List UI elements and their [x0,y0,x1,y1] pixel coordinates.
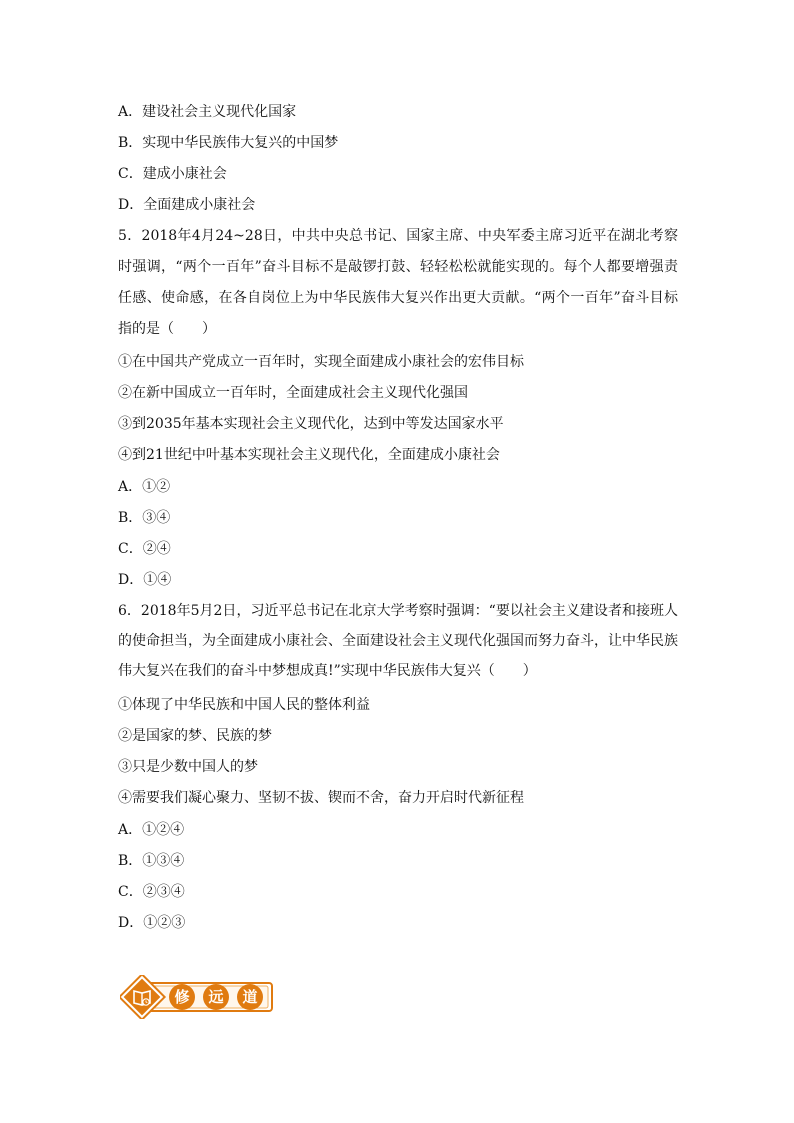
question-5-option-a: A．①② [118,479,171,495]
question-5-statement-3: ③到2035年基本实现社会主义现代化，达到中等发达国家水平 [118,416,504,432]
section-banner [120,975,276,1019]
question-6-option-d: D．①②③ [118,915,186,931]
svg-text:道: 道 [242,988,258,1006]
question-6-statement-3: ③只是少数中国人的梦 [118,759,258,775]
question-6-option-b: B．①③④ [118,853,185,869]
question-5-statement-2: ②在新中国成立一百年时，全面建成社会主义现代化强国 [118,385,468,401]
question-5-option-c: C．②④ [118,541,171,557]
question-6-statement-1: ①体现了中华民族和中国人民的整体利益 [118,697,370,713]
question-5-stem: 5．2018年4月24~28日，中共中央总书记、国家主席、中央军委主席习近平在湖北考察时强调，“两个一百年”奋斗目标不是敲锣打鼓、轻轻松松就能实现的。每个人都要增强责任感、使命感，在各自岗位上为中华民族伟大复兴作出更大贡献。“两个一百年”奋斗目标指的是（ ） [118,228,678,337]
question-6-statement-4: ④需要我们凝心聚力、坚韧不拔、锲而不舍，奋力开启时代新征程 [118,790,524,806]
prev-option-b: B．实现中华民族伟大复兴的中国梦 [118,135,339,151]
banner-char-2 [203,984,229,1010]
banner-char-1 [169,984,195,1010]
svg-text:远: 远 [208,988,224,1006]
question-5-option-d: D．①④ [118,572,172,588]
svg-text:修: 修 [174,988,190,1006]
question-6-option-a: A．①②④ [118,822,185,838]
question-6-statement-2: ②是国家的梦、民族的梦 [118,728,272,744]
question-6-option-c: C．②③④ [118,884,185,900]
question-5-option-b: B．③④ [118,510,171,526]
question-5-statement-1: ①在中国共产党成立一百年时，实现全面建成小康社会的宏伟目标 [118,354,524,370]
question-6-stem: 6．2018年5月2日，习近平总书记在北京大学考察时强调：“要以社会主义建设者和接班人的使命担当，为全面建成小康社会、全面建设社会主义现代化强国而努力奋斗，让中华民族伟大复兴在我们的奋斗中梦想成真!”实现中华民族伟大复兴（ ） [118,603,678,679]
banner-char-3 [237,984,263,1010]
prev-option-a: A．建设社会主义现代化国家 [118,104,297,120]
book-clock-icon [120,975,165,1019]
prev-option-d: D．全面建成小康社会 [118,197,256,213]
question-5-statement-4: ④到21世纪中叶基本实现社会主义现代化，全面建成小康社会 [118,447,500,463]
prev-option-c: C．建成小康社会 [118,166,227,182]
